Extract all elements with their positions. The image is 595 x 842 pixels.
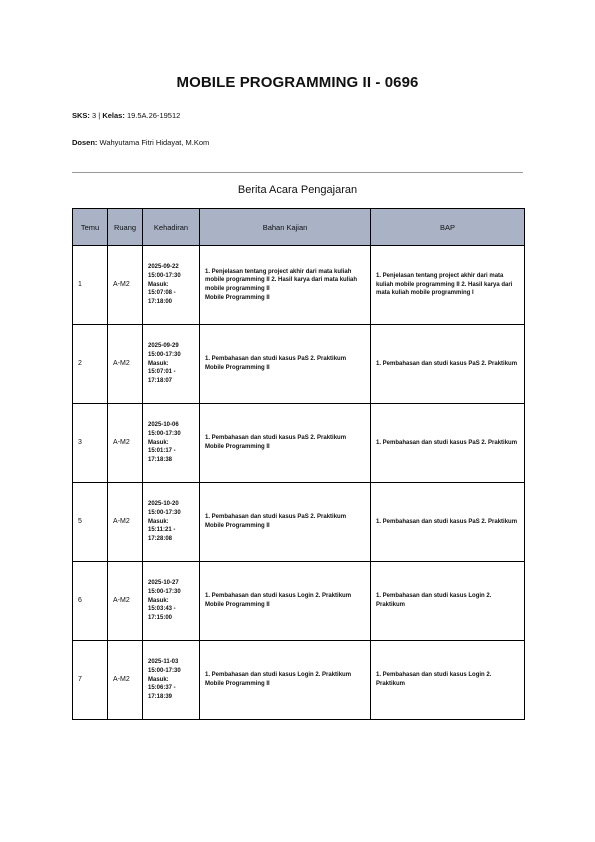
meta-separator: |: [98, 111, 101, 120]
header-bahan-kajian: Bahan Kajian: [200, 209, 371, 246]
table-row: [73, 641, 525, 720]
cell-bap: 1. Pembahasan dan studi kasus PaS 2. Praktikum: [371, 483, 525, 562]
cell-temu: 3: [73, 404, 108, 483]
cell-bahan-kajian: 1. Penjelasan tentang project akhir dari mata kuliah mobile programming II 2. Hasil karya dari mata kuliah mobile programming II Mobile Programming II: [200, 246, 371, 325]
cell-temu: 5: [73, 483, 108, 562]
cell-ruang: A-M2: [108, 246, 143, 325]
cell-bap: 1. Penjelasan tentang project akhir dari mata kuliah mobile programming II 2. Hasil karya dari mata kuliah mobile programming I: [371, 246, 525, 325]
cell-bap: 1. Pembahasan dan studi kasus PaS 2. Praktikum: [371, 404, 525, 483]
kelas-label: Kelas:: [102, 111, 125, 120]
dosen-value: Wahyutama Fitri Hidayat, M.Kom: [99, 138, 210, 147]
cell-bahan-kajian: 1. Pembahasan dan studi kasus PaS 2. Praktikum Mobile Programming II: [200, 483, 371, 562]
cell-bap: 1. Pembahasan dan studi kasus Login 2. Praktikum: [371, 562, 525, 641]
course-meta-line: [72, 111, 180, 120]
cell-temu: 6: [73, 562, 108, 641]
table-header-row: [73, 209, 525, 246]
cell-kehadiran: 2025-10-27 15:00-17:30 Masuk: 15:03:43 - 17:15:00: [143, 562, 200, 641]
table-row: [73, 404, 525, 483]
cell-kehadiran: 2025-11-03 15:00-17:30 Masuk: 15:06:37 - 17:18:39: [143, 641, 200, 720]
table-row: [73, 325, 525, 404]
cell-kehadiran: 2025-09-29 15:00-17:30 Masuk: 15:07:01 - 17:18:07: [143, 325, 200, 404]
cell-temu: 2: [73, 325, 108, 404]
cell-ruang: A-M2: [108, 562, 143, 641]
table-row: [73, 246, 525, 325]
cell-bap: 1. Pembahasan dan studi kasus Login 2. Praktikum: [371, 641, 525, 720]
cell-kehadiran: 2025-10-06 15:00-17:30 Masuk: 15:01:17 - 17:18:38: [143, 404, 200, 483]
table-row: [73, 483, 525, 562]
kelas-value: 19.5A.26-19512: [126, 111, 181, 120]
bap-table: [72, 208, 525, 720]
header-ruang: Ruang: [108, 209, 143, 246]
cell-ruang: A-M2: [108, 325, 143, 404]
header-kehadiran: Kehadiran: [143, 209, 200, 246]
sks-label: SKS:: [72, 111, 90, 120]
cell-temu: 7: [73, 641, 108, 720]
sks-value: 3: [92, 111, 97, 120]
section-title: Berita Acara Pengajaran: [237, 184, 358, 196]
cell-bahan-kajian: 1. Pembahasan dan studi kasus Login 2. Praktikum Mobile Programming II: [200, 562, 371, 641]
dosen-label: Dosen:: [72, 138, 98, 147]
cell-ruang: A-M2: [108, 404, 143, 483]
cell-ruang: A-M2: [108, 641, 143, 720]
lecturer-meta-line: [72, 138, 209, 147]
cell-bahan-kajian: 1. Pembahasan dan studi kasus PaS 2. Praktikum Mobile Programming II: [200, 404, 371, 483]
table-row: [73, 562, 525, 641]
cell-kehadiran: 2025-09-22 15:00-17:30 Masuk: 15:07:08 - 17:18:00: [143, 246, 200, 325]
cell-ruang: A-M2: [108, 483, 143, 562]
cell-bahan-kajian: 1. Pembahasan dan studi kasus PaS 2. Praktikum Mobile Programming II: [200, 325, 371, 404]
cell-bap: 1. Pembahasan dan studi kasus PaS 2. Praktikum: [371, 325, 525, 404]
cell-temu: 1: [73, 246, 108, 325]
header-temu: Temu: [73, 209, 108, 246]
cell-kehadiran: 2025-10-20 15:00-17:30 Masuk: 15:11:21 - 17:28:08: [143, 483, 200, 562]
cell-bahan-kajian: 1. Pembahasan dan studi kasus Login 2. Praktikum Mobile Programming II: [200, 641, 371, 720]
page-title: MOBILE PROGRAMMING II - 0696: [176, 74, 419, 91]
header-bap: BAP: [371, 209, 525, 246]
divider: [72, 172, 523, 173]
